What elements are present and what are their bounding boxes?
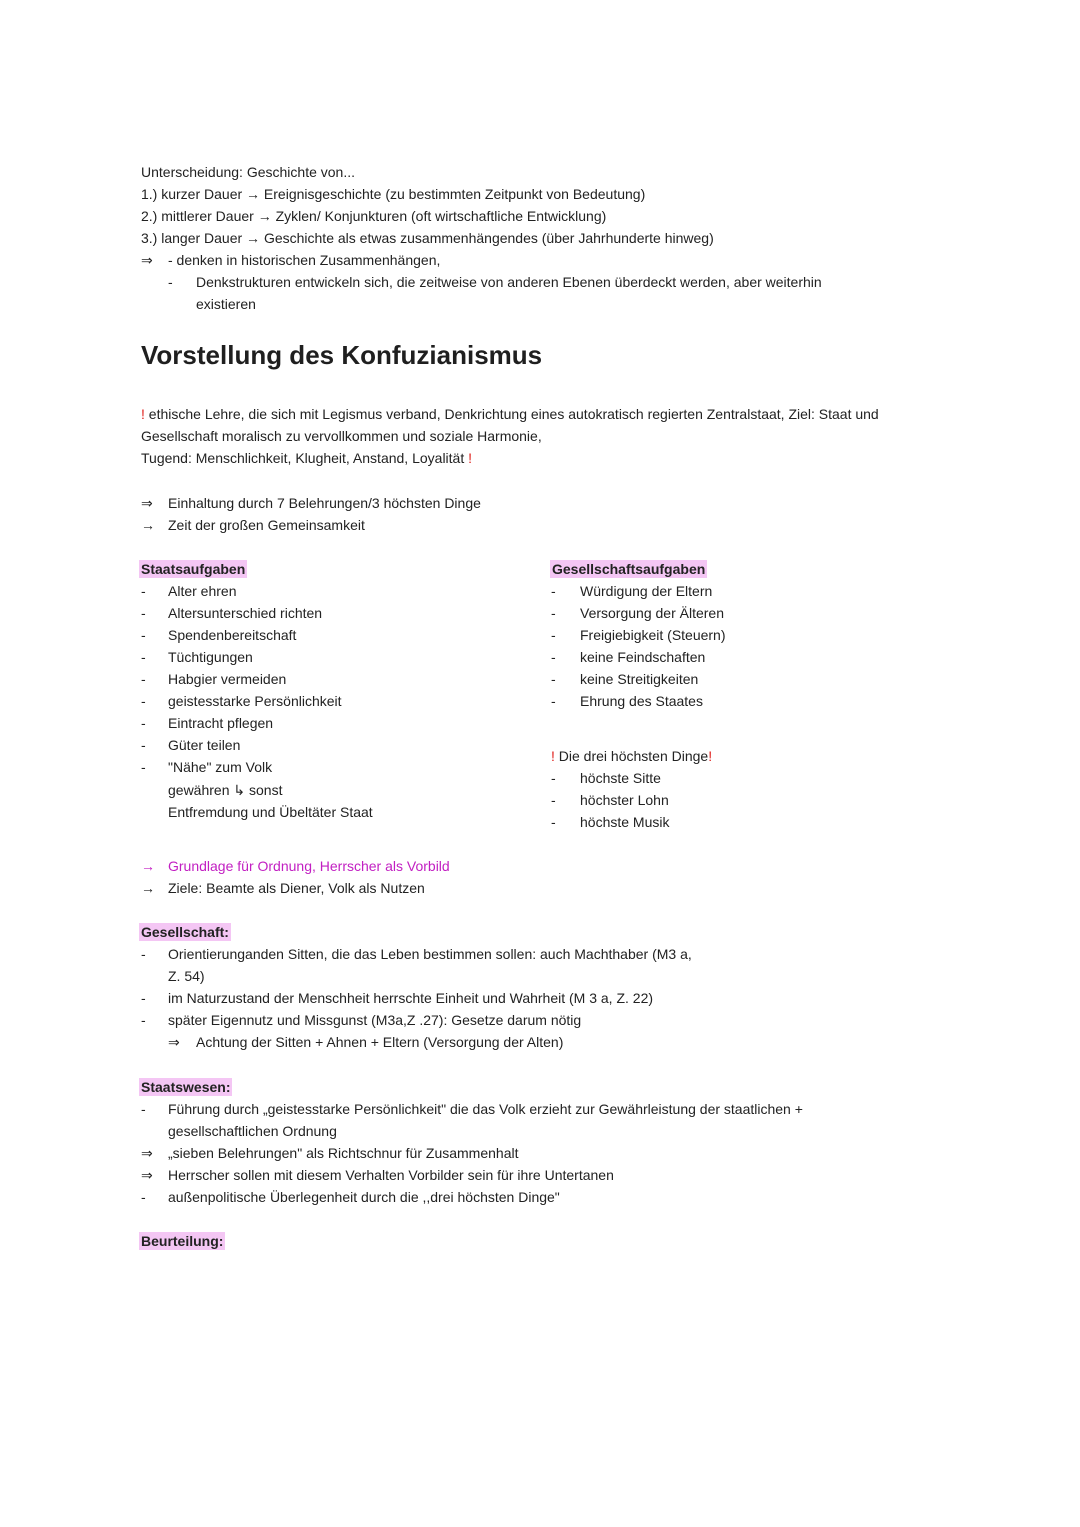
section-heading — [550, 560, 707, 578]
list-item: keine Feindschaften — [580, 649, 706, 665]
definition-text: ethische Lehre, die sich mit Legismus verband, Denkrichtung eines autokratisch regierten Zentralstaat, Ziel: Staat und — [148, 406, 879, 422]
intro-line: 3.) langer Dauer → Geschichte als etwas zusammenhängendes (über Jahrhunderte hinweg) — [141, 230, 714, 246]
staatswesen-heading: Staatswesen: — [141, 1079, 231, 1095]
list-item: Freigiebigkeit (Steuern) — [580, 627, 726, 643]
definition-line: Gesellschaft moralisch zu vervollkommen und soziale Harmonie, — [141, 428, 542, 444]
list-item: Herrscher sollen mit diesem Verhalten Vorbilder sein für ihre Untertanen — [168, 1167, 614, 1183]
dash-marker: - — [141, 715, 146, 731]
section-heading — [139, 1232, 225, 1250]
list-item-continuation: Z. 54) — [168, 968, 205, 984]
dash-marker: - — [551, 814, 556, 830]
dash-marker: - — [551, 649, 556, 665]
exclamation-mark: ! — [551, 748, 555, 764]
dash-marker: - — [141, 693, 146, 709]
dash-marker: - — [551, 627, 556, 643]
list-item: geistesstarke Persönlichkeit — [168, 693, 342, 709]
list-item: Altersunterschied richten — [168, 605, 323, 621]
list-item-continuation: gewähren ↳ sonst — [168, 782, 283, 798]
intro-line: existieren — [196, 296, 256, 312]
dash-marker: - — [141, 583, 146, 599]
dash-marker: - — [141, 946, 146, 962]
section-heading — [139, 1078, 232, 1096]
dash-marker: - — [551, 583, 556, 599]
list-item: Führung durch „geistesstarke Persönlichkeit" die das Volk erzieht zur Gewährleistung der staatlichen + — [168, 1101, 803, 1117]
dash-marker: - — [551, 671, 556, 687]
arrow-icon: → — [141, 880, 155, 896]
list-item-continuation: Entfremdung und Übeltäter Staat — [168, 804, 373, 820]
dash-marker: - — [141, 759, 146, 775]
intro-line: Unterscheidung: Geschichte von... — [141, 164, 356, 180]
exclamation-mark: ! — [468, 450, 473, 466]
arrow-icon: → — [141, 858, 155, 874]
dash-marker: - — [141, 671, 146, 687]
list-item: Würdigung der Eltern — [580, 583, 713, 599]
list-item-continuation: gesellschaftlichen Ordnung — [168, 1123, 337, 1139]
dash-marker: - — [551, 693, 556, 709]
exclamation-mark: ! — [141, 406, 145, 422]
list-item: im Naturzustand der Menschheit herrschte Einheit und Wahrheit (M 3 a, Z. 22) — [168, 990, 654, 1006]
dash-marker: - — [168, 274, 173, 290]
list-item: höchste Sitte — [580, 770, 661, 786]
definition-line — [141, 405, 879, 423]
intro-line: 1.) kurzer Dauer → Ereignisgeschichte (zu bestimmten Zeitpunkt von Bedeutung) — [141, 186, 646, 202]
dash-marker: - — [141, 605, 146, 621]
list-item: keine Streitigkeiten — [580, 671, 699, 687]
staatsaufgaben-heading: Staatsaufgaben — [141, 561, 246, 577]
beurteilung-heading: Beurteilung: — [141, 1233, 224, 1249]
list-item: höchste Musik — [580, 814, 670, 830]
dash-marker: - — [551, 792, 556, 808]
list-item: "Nähe" zum Volk — [168, 759, 273, 775]
definition-text: Tugend: Menschlichkeit, Klugheit, Anstand, Loyalität — [141, 450, 465, 466]
double-arrow-icon: ⇒ — [141, 1145, 153, 1161]
dash-marker: - — [141, 1012, 146, 1028]
dash-marker: - — [141, 990, 146, 1006]
arrow-icon: → — [141, 517, 155, 533]
list-item: Alter ehren — [168, 583, 237, 599]
arrow-item: Einhaltung durch 7 Belehrungen/3 höchsten Dinge — [168, 495, 481, 511]
intro-line: 2.) mittlerer Dauer → Zyklen/ Konjunkturen (oft wirtschaftliche Entwicklung) — [141, 208, 607, 224]
list-item: außenpolitische Überlegenheit durch die ,,drei höchsten Dinge" — [168, 1189, 560, 1205]
drei-dinge-heading — [551, 747, 712, 765]
list-item: Spendenbereitschaft — [168, 627, 297, 643]
drei-dinge-title: Die drei höchsten Dinge — [558, 748, 709, 764]
double-arrow-icon: ⇒ — [141, 252, 153, 268]
list-item: Eintracht pflegen — [168, 715, 274, 731]
gesellschaft-heading: Gesellschaft: — [141, 924, 229, 940]
list-item: Orientierunganden Sitten, die das Leben bestimmen sollen: auch Machthaber (M3 a, — [168, 946, 692, 962]
dash-marker: - — [551, 605, 556, 621]
exclamation-mark: ! — [708, 748, 713, 764]
list-item: Güter teilen — [168, 737, 241, 753]
list-item: Habgier vermeiden — [168, 671, 287, 687]
dash-marker: - — [141, 1189, 146, 1205]
page-title: Vorstellung des Konfuzianismus — [141, 340, 543, 370]
dash-marker: - — [141, 627, 146, 643]
dash-marker: - — [141, 737, 146, 753]
list-item: Versorgung der Älteren — [580, 605, 724, 621]
list-item: später Eigennutz und Missgunst (M3a,Z .27): Gesetze darum nötig — [168, 1012, 582, 1028]
arrow-item: Ziele: Beamte als Diener, Volk als Nutzen — [168, 880, 425, 896]
intro-line: - denken in historischen Zusammenhängen, — [168, 252, 441, 268]
section-heading — [139, 923, 231, 941]
list-subitem: Achtung der Sitten + Ahnen + Eltern (Versorgung der Alten) — [196, 1034, 564, 1050]
list-item: Tüchtigungen — [168, 649, 253, 665]
list-item: höchster Lohn — [580, 792, 669, 808]
list-item: „sieben Belehrungen" als Richtschnur für Zusammenhalt — [168, 1145, 519, 1161]
list-item: Ehrung des Staates — [580, 693, 703, 709]
dash-marker: - — [141, 1101, 146, 1117]
double-arrow-icon: ⇒ — [141, 495, 153, 511]
gesellschaftsaufgaben-heading: Gesellschaftsaufgaben — [552, 561, 706, 577]
definition-line — [141, 449, 472, 467]
arrow-item: Grundlage für Ordnung, Herrscher als Vorbild — [168, 858, 450, 874]
section-heading — [139, 560, 247, 578]
arrow-item: Zeit der großen Gemeinsamkeit — [168, 517, 365, 533]
double-arrow-icon: ⇒ — [168, 1034, 180, 1050]
dash-marker: - — [141, 649, 146, 665]
dash-marker: - — [551, 770, 556, 786]
intro-line: Denkstrukturen entwickeln sich, die zeitweise von anderen Ebenen überdeckt werden, aber weiterhin — [196, 274, 822, 290]
double-arrow-icon: ⇒ — [141, 1167, 153, 1183]
